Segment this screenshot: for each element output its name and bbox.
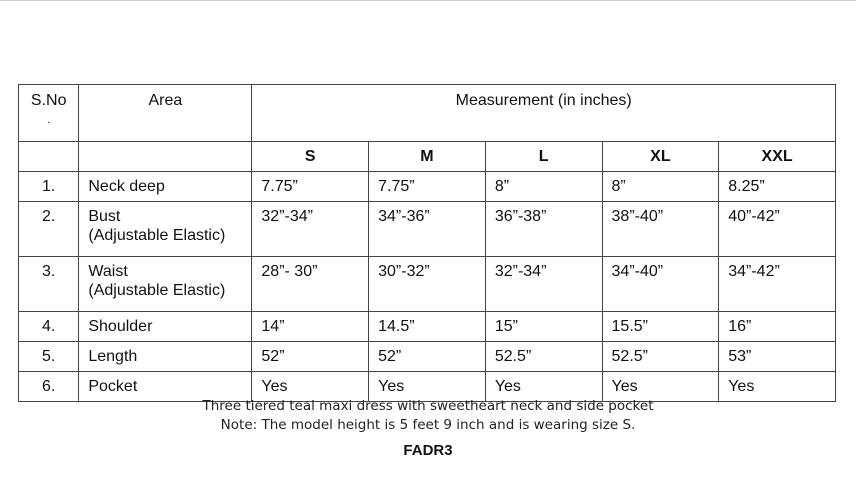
area-label: Pocket [88,378,138,395]
table-row [19,342,836,372]
size-header: S [252,142,369,172]
row-number: 1. [19,172,79,202]
measurement-cell: 52.5” [602,342,719,372]
area-label: Neck deep [88,178,165,195]
table-row [19,312,836,342]
measurement-cell: 36”-38” [485,202,602,257]
measurement-cell: 7.75” [369,172,486,202]
measurement-cell: 52.5” [485,342,602,372]
row-number: 4. [19,312,79,342]
table-row [19,257,836,312]
measurement-cell: 14.5” [369,312,486,342]
area-header: Area [79,85,252,142]
sno-header-label: S.No [30,92,67,109]
area-cell [79,372,252,402]
area-label: Waist [88,263,128,280]
table-row [19,372,836,402]
measurement-cell: 32”-34” [252,202,369,257]
product-code: FADR3 [403,442,453,459]
measurement-cell: 52” [252,342,369,372]
empty-cell [19,142,79,172]
measurement-cell: 15.5” [602,312,719,342]
area-cell [79,312,252,342]
measurement-cell: Yes [252,372,369,402]
size-header: L [485,142,602,172]
measurement-cell: Yes [369,372,486,402]
measurement-cell: 38”-40” [602,202,719,257]
table-row [19,202,836,257]
size-header-row [19,142,836,172]
table-row [19,172,836,202]
measurement-cell: 34”-36” [369,202,486,257]
area-cell [79,342,252,372]
measurement-cell: 30”-32” [369,257,486,312]
area-sublabel: (Adjustable Elastic) [88,227,226,244]
area-label: Length [88,348,138,365]
area-cell [79,202,252,257]
measurement-cell: 8” [485,172,602,202]
size-header: M [369,142,486,172]
area-sublabel: (Adjustable Elastic) [88,282,226,299]
measurement-cell: 8” [602,172,719,202]
measurement-cell: 34”-40” [602,257,719,312]
measurement-cell: Yes [485,372,602,402]
measurement-header: Measurement (in inches) [252,85,836,142]
measurement-cell: 53” [719,342,836,372]
measurement-cell: 14” [252,312,369,342]
measurement-cell: 7.75” [252,172,369,202]
row-number: 6. [19,372,79,402]
measurement-cell: 15” [485,312,602,342]
measurement-cell: 8.25” [719,172,836,202]
size-header: XL [602,142,719,172]
row-number: 3. [19,257,79,312]
measurement-cell: Yes [602,372,719,402]
caption-note: Note: The model height is 5 feet 9 inch and is wearing size S. [220,417,636,433]
measurement-cell: 16” [719,312,836,342]
sno-header [19,85,79,142]
measurement-cell: 28”- 30” [252,257,369,312]
header-row [19,85,836,142]
top-divider [0,0,856,1]
row-number: 5. [19,342,79,372]
area-label: Shoulder [88,318,153,335]
measurement-cell: 34”-42” [719,257,836,312]
row-number: 2. [19,202,79,257]
measurement-cell: 40”-42” [719,202,836,257]
size-header: XXL [719,142,836,172]
area-label: Bust [88,208,121,225]
measurement-cell: 52” [369,342,486,372]
measurement-cell: 32”-34” [485,257,602,312]
caption-description: Three tiered teal maxi dress with sweetheart neck and side pocket [202,398,654,414]
area-cell [79,172,252,202]
size-chart-table [18,84,836,402]
empty-cell [79,142,252,172]
sno-header-dot: . [47,115,51,126]
area-cell [79,257,252,312]
measurement-cell: Yes [719,372,836,402]
